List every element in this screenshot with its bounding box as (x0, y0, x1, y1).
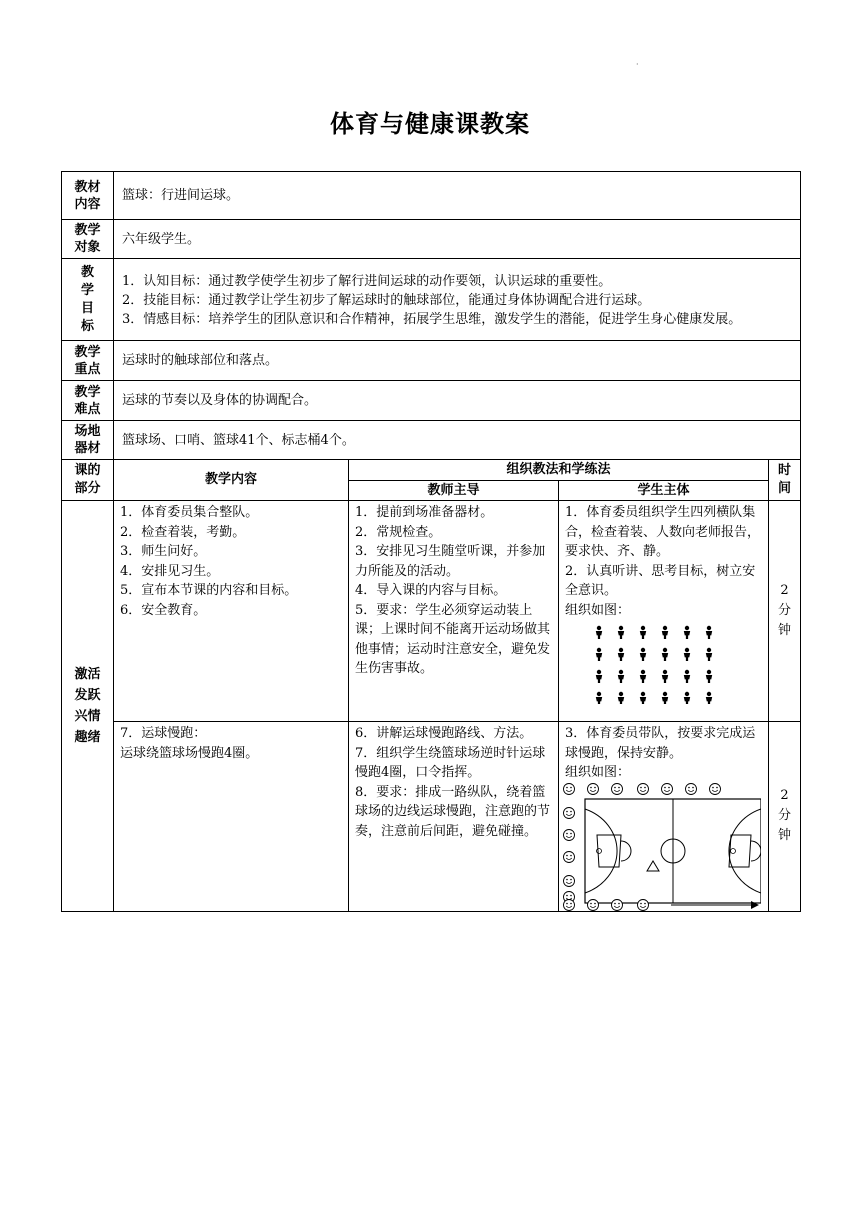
header-part: 课的 部分 (62, 460, 114, 501)
block-1-time (769, 501, 801, 722)
student-figure-head (663, 692, 667, 696)
section-line: 趣绪 (74, 729, 101, 745)
student-figure-body (596, 697, 602, 704)
label-target: 教学 对象 (62, 220, 114, 259)
student-formation (596, 626, 715, 704)
student-figure-body (596, 631, 602, 639)
student-figure-head (707, 692, 711, 696)
label-goals: 教 学 目 标 (62, 259, 114, 341)
runner-faces (564, 783, 721, 910)
student-figure-head (685, 692, 689, 696)
list-item: 4．导入课的内容与目标。 (355, 583, 507, 598)
student-figure-body (596, 653, 602, 661)
list-item: 2．检查着装，考勤。 (120, 524, 246, 540)
student-figure-head (641, 648, 645, 652)
value-equipment: 篮球场、口哨、篮球41个、标志桶4个。 (114, 421, 801, 460)
time-unit: 分 (778, 603, 792, 618)
time-unit: 钟 (778, 623, 792, 638)
student-figure-head (707, 648, 711, 652)
student-figure-head (641, 692, 645, 696)
list-item: 3．体育委员带队，按要求完成运球慢跑，保持安静。 (565, 726, 756, 761)
row-key (62, 341, 801, 381)
time-unit: 钟 (778, 828, 792, 844)
header-content: 教学内容 (114, 460, 349, 501)
smiley-face-icon (612, 783, 623, 794)
student-figure-head (597, 692, 601, 696)
student-figure-head (641, 626, 645, 630)
student-figure-body (640, 653, 646, 661)
smiley-face-icon (564, 899, 575, 910)
smiley-face-icon (612, 899, 623, 910)
header-method: 组织教法和学练法 (349, 460, 769, 481)
student-figure-head (663, 670, 667, 674)
student-figure-head (707, 670, 711, 674)
list-item: 6．讲解运球慢跑路线、方法。 (355, 726, 533, 741)
student-figure-head (619, 692, 623, 696)
student-figure-head (641, 670, 645, 674)
lesson-plan-table (61, 171, 801, 912)
student-figure-body (640, 631, 646, 639)
time-unit: 分 (778, 808, 792, 824)
student-figure-body (596, 675, 602, 683)
list-item: 3．师生问好。 (120, 544, 207, 559)
list-item: 4．安排见习生。 (120, 563, 220, 579)
student-figure-body (640, 675, 646, 683)
header-row (62, 460, 801, 481)
row-difficulty (62, 381, 801, 421)
student-figure-body (706, 697, 712, 704)
page-title: 体育与健康课教案 (330, 110, 530, 138)
student-figure-body (662, 631, 668, 639)
time-value: 2 (780, 788, 789, 804)
label-difficulty: 教学 难点 (62, 381, 114, 421)
student-figure-head (707, 626, 711, 630)
student-figure-body (684, 631, 690, 639)
student-figure-body (706, 675, 712, 683)
student-figure-head (597, 626, 601, 630)
block-2-time (769, 722, 801, 912)
block-2-content (114, 722, 349, 912)
student-figure-body (618, 653, 624, 661)
list-item: 1．体育委员集合整队。 (120, 505, 259, 520)
student-figure-head (619, 648, 623, 652)
smiley-face-icon (710, 783, 721, 794)
list-item: 1．提前到场准备器材。 (355, 505, 494, 520)
student-figure-head (663, 648, 667, 652)
smiley-face-icon (564, 807, 575, 818)
block-1-teacher (349, 501, 559, 722)
block-2-teacher (349, 722, 559, 912)
student-figure-body (684, 675, 690, 683)
section-name (62, 501, 114, 912)
student-figure-head (685, 626, 689, 630)
smiley-face-icon (564, 851, 575, 862)
student-figure-body (706, 653, 712, 661)
list-item: 3．安排见习生随堂听课，并参加力所能及的活动。 (355, 544, 546, 579)
student-figure-head (685, 670, 689, 674)
basketball-court-diagram (561, 783, 761, 911)
label-content: 教材 内容 (62, 172, 114, 220)
smiley-face-icon (638, 783, 649, 794)
student-figure-body (640, 697, 646, 704)
student-figure-body (618, 697, 624, 704)
smiley-face-icon (638, 899, 649, 910)
list-item: 5．要求：学生必须穿运动装上课；上课时间不能离开运动场做其他事情；运动时注意安全，避免发生伤害事故。 (355, 602, 551, 676)
student-figure-body (662, 653, 668, 661)
student-figure-head (685, 648, 689, 652)
block-2-student (559, 722, 769, 912)
header-time: 时 间 (769, 460, 801, 501)
smiley-face-icon (662, 783, 673, 794)
student-figure-body (706, 631, 712, 639)
list-item: 7．组织学生绕篮球场逆时针运球慢跑4圈，口令指挥。 (355, 745, 546, 780)
value-difficulty: 运球的节奏以及身体的协调配合。 (114, 381, 801, 421)
list-item: 运球绕篮球场慢跑4圈。 (120, 745, 259, 761)
smiley-face-icon (686, 783, 697, 794)
row-goals (62, 259, 801, 341)
row-content (62, 172, 801, 220)
student-figure-head (619, 670, 623, 674)
section-line: 发跃 (74, 687, 101, 703)
smiley-face-icon (588, 899, 599, 910)
block-2-row (62, 722, 801, 912)
smiley-face-icon (588, 783, 599, 794)
value-goals (114, 259, 801, 341)
header-teacher: 教师主导 (349, 481, 559, 501)
smiley-face-icon (564, 829, 575, 840)
time-value: 2 (780, 583, 789, 598)
student-figure-head (619, 626, 623, 630)
block-1-row (62, 501, 801, 722)
list-item: 7．运球慢跑： (120, 726, 207, 741)
student-figure-body (684, 653, 690, 661)
figure-label: 组织如图： (565, 765, 631, 780)
value-content: 篮球：行进间运球。 (114, 172, 801, 220)
list-item: 6．安全教育。 (120, 602, 207, 618)
section-line: 激活 (74, 666, 101, 682)
list-item: 5．宣布本节课的内容和目标。 (120, 583, 298, 598)
student-figure-body (618, 675, 624, 683)
label-key: 教学 重点 (62, 341, 114, 381)
student-figure-head (597, 648, 601, 652)
value-key: 运球时的触球部位和落点。 (114, 341, 801, 381)
row-target (62, 220, 801, 259)
student-figure-body (662, 675, 668, 683)
list-item: 1．体育委员组织学生四列横队集合，检查着装、人数向老师报告，要求快、齐、静。 (565, 505, 761, 559)
header-student: 学生主体 (559, 481, 769, 501)
student-figure-head (597, 670, 601, 674)
smiley-face-icon (564, 783, 575, 794)
row-equipment (62, 421, 801, 460)
goal-item: 3．情感目标：培养学生的团队意识和合作精神，拓展学生思维，激发学生的潜能，促进学生身心健康发展。 (122, 312, 742, 327)
block-1-student (559, 501, 769, 722)
value-target: 六年级学生。 (114, 220, 801, 259)
list-item: 2．常规检查。 (355, 524, 442, 540)
list-item: 8．要求：排成一路纵队，绕着篮球场的边线运球慢跑，注意跑的节奏，注意前后间距，避免碰撞。 (355, 784, 551, 839)
block-1-content (114, 501, 349, 722)
court-lines (585, 799, 761, 909)
student-figure-head (663, 626, 667, 630)
student-figure-body (618, 631, 624, 639)
goal-item: 2．技能目标：通过教学让学生初步了解运球时的触球部位，能通过身体协调配合进行运球。 (122, 293, 651, 308)
figure-label: 组织如图： (565, 602, 631, 618)
label-equipment: 场地 器材 (62, 421, 114, 460)
page-dot: · (636, 60, 639, 69)
formation-diagram (565, 624, 715, 704)
smiley-face-icon (564, 875, 575, 886)
goal-item: 1．认知目标：通过教学使学生初步了解行进间运球的动作要领，认识运球的重要性。 (122, 274, 612, 289)
student-figure-body (684, 697, 690, 704)
list-item: 2．认真听讲、思考目标，树立安全意识。 (565, 563, 756, 598)
section-line: 兴情 (74, 708, 101, 724)
student-figure-body (662, 697, 668, 704)
